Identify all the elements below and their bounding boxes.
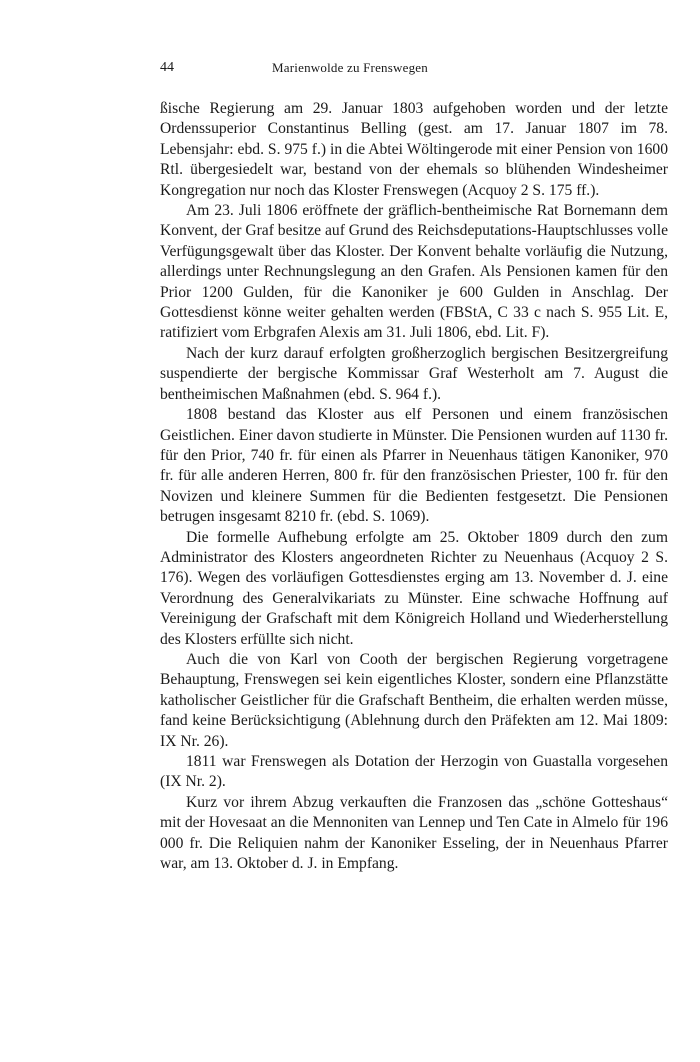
paragraph-7: 1811 war Frenswegen als Dotation der Herzogin von Guastalla vorgesehen (IX Nr. 2). bbox=[160, 753, 668, 791]
page-number: 44 bbox=[160, 60, 174, 75]
paragraph-6: Auch die von Karl von Cooth der bergischen Regierung vorgetragene Behauptung, Frenswegen sei kein eigentliches Kloster, sondern eine Pflanzstätte katholischer Geistlicher für die Grafschaft Bentheim, die erhalten werden müsse, fand keine Berücksichtigung (Ablehnung durch den Präfekten am 12. Mai 1809: IX Nr. 26). bbox=[160, 650, 668, 750]
running-title: Marienwolde zu Frenswegen bbox=[272, 60, 428, 75]
paragraph-4: 1808 bestand das Kloster aus elf Personen und einem französischen Geistlichen. Einer davon studierte in Münster. Die Pensionen wurden auf 1130 fr. für den Prior, 740 fr. für einen als Pfarrer in Neuenhaus tätigen Kanoniker, 970 fr. für alle anderen Herren, 800 fr. für den französischen Priester, 100 fr. für den Novizen und kleinere Summen für die Bedienten festgesetzt. Die Pensionen betrugen insgesamt 8210 fr. (ebd. S. 1069). bbox=[160, 406, 668, 526]
paragraph-3: Nach der kurz darauf erfolgten großherzoglich bergischen Besitzergreifung suspendierte der bergische Kommissar Graf Westerholt am 7. August die bentheimischen Maßnahmen (ebd. S. 964 f.). bbox=[160, 344, 668, 403]
body-text bbox=[160, 99, 668, 874]
paragraph-2: Am 23. Juli 1806 eröffnete der gräflich-bentheimische Rat Bornemann dem Konvent, der Graf besitze auf Grund des Reichsdeputations-Hauptschlusses volle Verfügungsgewalt über das Kloster. Der Konvent behalte vorläufig die Nutzung, allerdings unter Rechnungslegung an den Grafen. Als Pensionen kamen für den Prior 1200 Gulden, für die Kanoniker je 600 Gulden in Anschlag. Der Gottesdienst könne weiter gehalten werden (FBStA, C 33 c nach S. 955 Lit. E, ratifiziert vom Erbgrafen Alexis am 31. Juli 1806, ebd. Lit. F). bbox=[160, 202, 668, 342]
paragraph-1: ßische Regierung am 29. Januar 1803 aufgehoben worden und der letzte Ordenssuperior Constantinus Belling (gest. am 17. Januar 1807 im 78. Lebensjahr: ebd. S. 975 f.) in die Abtei Wöltingerode mit einer Pension von 1600 Rtl. übergesiedelt war, bestand von der ehemals so blühenden Windesheimer Kongregation nur noch das Kloster Frenswegen (Acquoy 2 S. 175 ff.). bbox=[160, 100, 668, 199]
paragraph-5: Die formelle Aufhebung erfolgte am 25. Oktober 1809 durch den zum Administrator des Klosters angeordneten Richter zu Neuenhaus (Acquoy 2 S. 176). Wegen des vorläufigen Gottesdienstes erging am 13. November d. J. eine Verordnung des Generalvikariats zu Münster. Eine schwache Hoffnung auf Vereinigung der Grafschaft mit dem Königreich Holland und Wiederherstellung des Klosters erfüllte sich nicht. bbox=[160, 528, 668, 648]
paragraph-8: Kurz vor ihrem Abzug verkauften die Franzosen das „schöne Gotteshaus“ mit der Hovesaat an die Mennoniten van Lennep und Ten Cate in Almelo für 196 000 fr. Die Reliquien nahm der Kanoniker Esseling, der in Neuenhaus Pfarrer war, am 13. Oktober d. J. in Empfang. bbox=[160, 793, 668, 873]
